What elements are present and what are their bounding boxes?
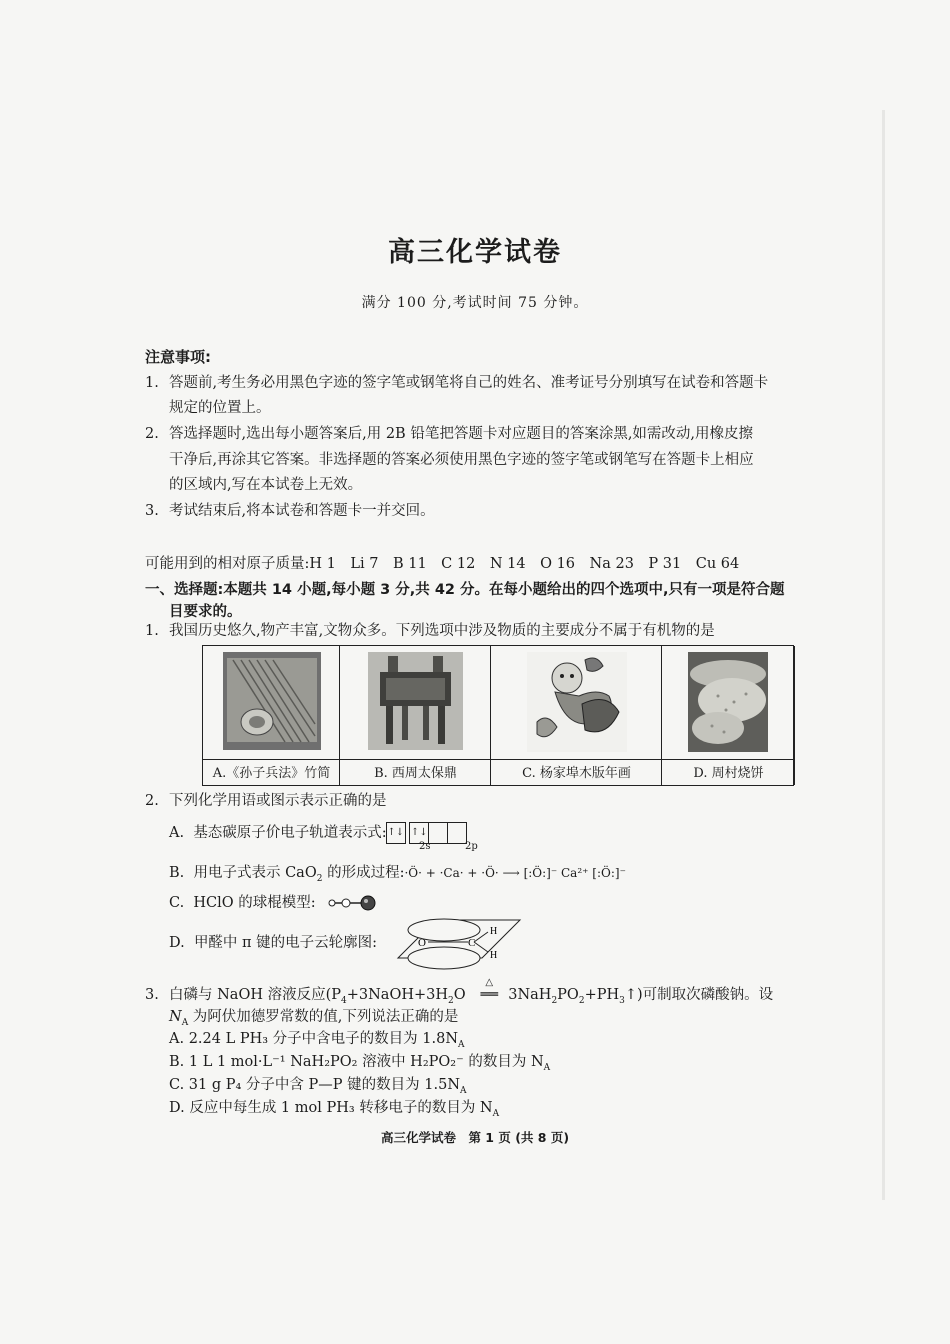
notice-item-2-line3: 的区域内,写在本试卷上无效。 bbox=[169, 477, 363, 493]
paper-edge bbox=[882, 110, 885, 1200]
notice-item-1: 1. 答题前,考生务必用黑色字迹的签字笔或钢笔将自己的姓名、准考证号分别填写在试卷和答题卡 bbox=[145, 375, 769, 391]
q3-option-b: B. 1 L 1 mol·L⁻¹ NaH₂PO₂ 溶液中 H₂PO₂⁻ 的数目为 $N_A$ bbox=[169, 1054, 551, 1073]
q2-option-a: A. 基态碳原子价电子轨道表示式:↑↓ ↑↓ bbox=[169, 822, 467, 844]
hclo-ball-stick-model bbox=[327, 893, 379, 913]
q2-option-d: D. 甲醛中 π 键的电子云轮廓图: bbox=[169, 935, 378, 951]
atom-o-label: O bbox=[418, 937, 426, 949]
atomic-masses: 可能用到的相对原子质量:H 1 Li 7 B 11 C 12 N 14 O 16 Na 23 P 31 Cu 64 bbox=[145, 556, 740, 572]
q1-option-c: C. 杨家埠木版年画 bbox=[522, 766, 631, 781]
notice-item-1-line2: 规定的位置上。 bbox=[169, 400, 271, 416]
page-title: 高三化学试卷 bbox=[388, 237, 562, 268]
q3-option-d: D. 反应中每生成 1 mol PH₃ 转移电子的数目为 $N_A$ bbox=[169, 1100, 500, 1119]
q1-option-b: B. 西周太保鼎 bbox=[374, 766, 457, 781]
bronze-ding-image bbox=[368, 652, 463, 750]
caption-divider bbox=[203, 759, 793, 760]
pi-bond-cloud-diagram bbox=[396, 912, 522, 974]
q1-option-d: D. 周村烧饼 bbox=[693, 766, 764, 781]
question-2: 2. 下列化学用语或图示表示正确的是 bbox=[145, 793, 387, 809]
notice-item-2: 2. 答选择题时,选出每小题答案后,用 2B 铅笔把答题卡对应题目的答案涂黑,如需改动,用橡皮擦 bbox=[145, 426, 754, 442]
notice-item-2-line2: 干净后,再涂其它答案。非选择题的答案必须使用黑色字迹的签字笔或钢笔写在答题卡上相应 bbox=[169, 452, 754, 468]
sesame-cake-image bbox=[688, 652, 768, 752]
orbital-2p-1: ↑↓ bbox=[409, 822, 429, 844]
q2-option-c: C. HClO 的球棍模型: bbox=[169, 895, 316, 911]
orbital-2s-label: 2s bbox=[419, 841, 431, 852]
notice-item-3: 3. 考试结束后,将本试卷和答题卡一并交回。 bbox=[145, 503, 435, 519]
atom-c-label: C bbox=[468, 937, 476, 949]
exam-info: 满分 100 分,考试时间 75 分钟。 bbox=[361, 295, 589, 311]
section-heading: 一、选择题:本题共 14 小题,每小题 3 分,共 42 分。在每小题给出的四个选项中,只有一项是符合题 bbox=[145, 582, 785, 598]
question-3: 3. 白磷与 NaOH 溶液反应($P_4+3NaOH+3H_2O$ △ ══ $3NaH_2PO_2+PH_3↑$)可制取次磷酸钠。设 bbox=[145, 986, 773, 1004]
cao-electron-formula: ·Ö· + ·Ca· + ·Ö· ⟶ [:Ö:]⁻ Ca²⁺ [:Ö:]⁻ bbox=[404, 866, 626, 880]
question-3-line2: $N_A$ 为阿伏加德罗常数的值,下列说法正确的是 bbox=[169, 1009, 459, 1028]
q3-option-a: A. 2.24 L PH₃ 分子中含电子的数目为 $1.8N_A$ bbox=[169, 1031, 465, 1050]
atom-h2-label: H bbox=[490, 950, 498, 961]
orbital-2p-2 bbox=[428, 822, 448, 844]
page-footer: 高三化学试卷 第 1 页 (共 8 页) bbox=[380, 1130, 570, 1145]
orbital-2s: ↑↓ bbox=[386, 822, 406, 844]
notice-heading: 注意事项: bbox=[145, 348, 211, 366]
section-heading-line2: 目要求的。 bbox=[169, 604, 242, 620]
q2-option-b: B. 用电子式表示 CaO$_2$ 的形成过程:·Ö· + ·Ca· + ·Ö· ⟶ [:Ö:]⁻ Ca²⁺ [:Ö:]⁻ bbox=[169, 865, 626, 884]
new-year-painting-image bbox=[527, 652, 627, 752]
q1-option-a: A.《孙子兵法》竹简 bbox=[212, 766, 331, 781]
bamboo-slips-image bbox=[223, 652, 321, 750]
reaction-arrow: △ ══ bbox=[470, 986, 508, 1004]
q3-option-c: C. 31 g P₄ 分子中含 P—P 键的数目为 $1.5N_A$ bbox=[169, 1077, 467, 1096]
orbital-2p-label: 2p bbox=[465, 841, 478, 852]
q1-figure-table bbox=[202, 645, 794, 786]
question-1: 1. 我国历史悠久,物产丰富,文物众多。下列选项中涉及物质的主要成分不属于有机物的是 bbox=[145, 623, 715, 639]
heat-symbol: △ bbox=[485, 977, 494, 988]
atom-h1-label: H bbox=[490, 926, 498, 937]
